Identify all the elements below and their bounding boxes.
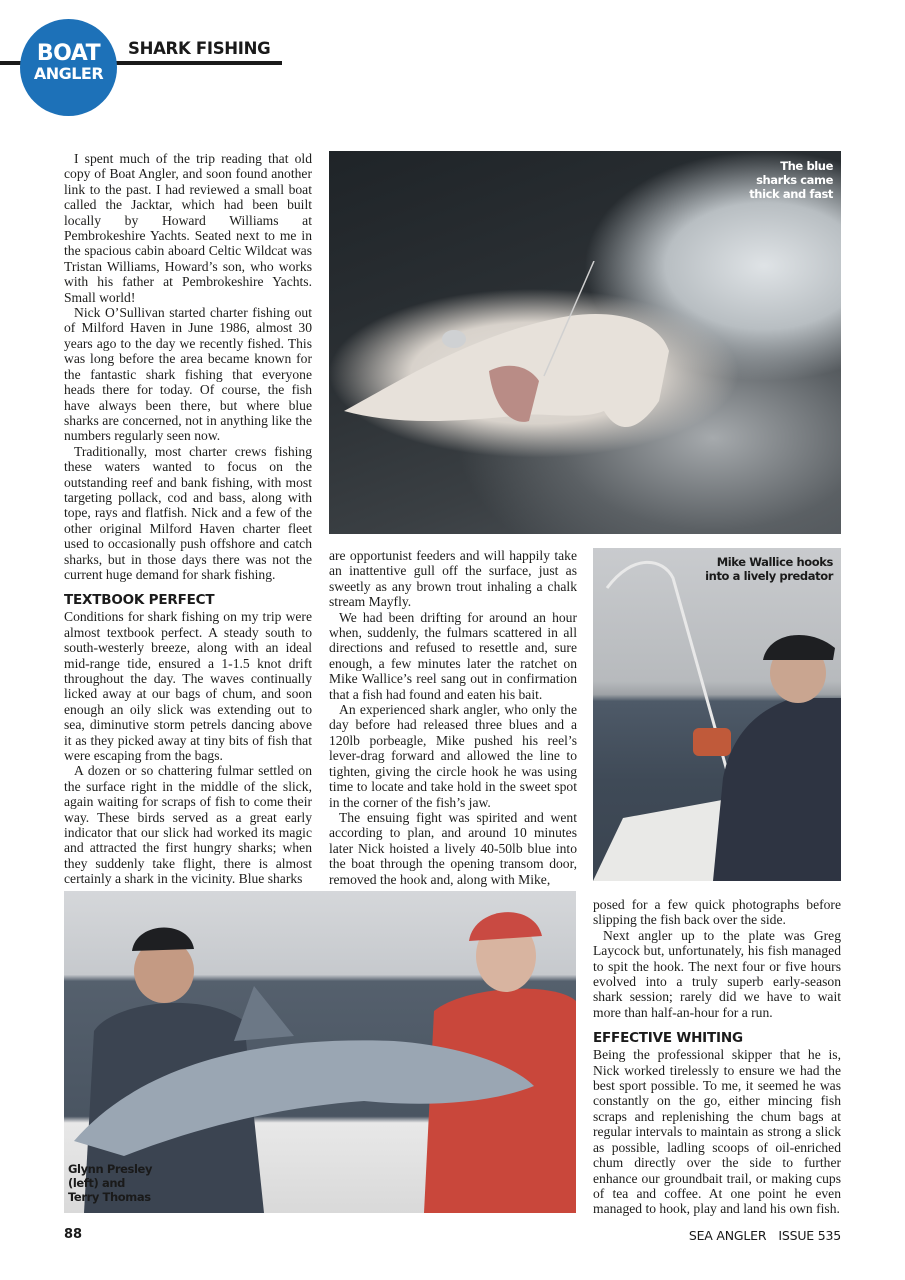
logo-line1: BOAT — [36, 41, 101, 66]
paragraph: We had been drifting for around an hour when, suddenly, the fulmars scattered in all directions and refused to resettle and, sure enough, a few minutes later the ratchet on Mike Wallice’s reel sang out in confirmation that a fish had found and eaten his bait. — [329, 609, 577, 702]
subheading-effective-whiting: EFFECTIVE WHITING — [593, 1030, 743, 1047]
paragraph: Nick O’Sullivan started charter fishing out of Milford Haven in June 1986, almost 30 years ago to the day we recently fished. This was long before the area became known for the fantastic shark fishing that everyone heads there for today. Of course, the fish have always been there, but where blue sharks are concerned, not in anything like the numbers regularly seen now. — [64, 305, 312, 444]
article-column-2 — [329, 548, 577, 887]
angler-illustration — [593, 548, 841, 881]
section-title: SHARK FISHING — [128, 39, 271, 58]
paragraph: are opportunist feeders and will happily take an inattentive gull off the surface, just as sweetly as any brown trout inhaling a chalk stream Mayfly. — [329, 548, 577, 610]
paragraph: A dozen or so chattering fulmar settled on the surface right in the middle of the slick, again waiting for scraps of fish to come their way. These birds served as a great early indicator that our slick had worked its magic and attracted the first hungry sharks; when they suddenly take flight, there is almost certainly a shark in the vicinity. Blue sharks — [64, 763, 312, 887]
paragraph: Next angler up to the plate was Greg Laycock but, unfortunately, his fish managed to spit the hook. The next four or five hours evolved into a truly superb early-season shark session; rarely did we have to wait more than half-an-hour for a run. — [593, 927, 841, 1020]
photo-caption: The blue sharks came thick and fast — [749, 159, 833, 201]
photo-caption: Glynn Presley (left) and Terry Thomas — [68, 1162, 153, 1204]
article-column-1 — [64, 151, 312, 887]
subheading-textbook-perfect: TEXTBOOK PERFECT — [64, 592, 215, 609]
logo-line2: ANGLER — [33, 64, 104, 83]
article-column-3 — [593, 897, 841, 1217]
paragraph: Being the professional skipper that he is, Nick worked tirelessly to ensure we had the best sport possible. To me, it seemed he was constantly on the go, either mincing fish scraps and replenishing the chum bags at regular intervals to maintain as strong a slick as possible, ladling scoops of oil-enriched chum directly over the side to further enhance our groundbait trail, or making cups of tea and coffee. At one point he even managed to hook, play and land his own fish. — [593, 1047, 841, 1217]
photo-caption: Mike Wallice hooks into a lively predator — [705, 555, 833, 583]
paragraph: I spent much of the trip reading that old copy of Boat Angler, and soon found another link to the past. I had reviewed a small boat called the Jacktar, which had been built locally by Howard Williams at Pembrokeshire Yachts. Seated next to me in the spacious cabin aboard Celtic Wildcat was Tristan Williams, Howard’s son, who works with his father at Pembrokeshire Yachts. Small world! — [64, 151, 312, 305]
boat-angler-logo — [20, 19, 117, 116]
issue-number: ISSUE 535 — [778, 1228, 841, 1243]
paragraph: An experienced shark angler, who only the day before had released three blues and a 120lb porbeagle, Mike pushed his reel’s lever-drag forward and allowed the line to tighten, giving the circle hook he was using time to locate and take hold in the sweet spot in the corner of the fish’s jaw. — [329, 702, 577, 810]
paragraph: The ensuing fight was spirited and went according to plan, and around 10 minutes later Nick hoisted a lively 40-50lb blue into the boat through the opening transom door, removed the hook and, along with Mike, — [329, 809, 577, 887]
photo-angler-hooking — [593, 548, 841, 881]
paragraph: Traditionally, most charter crews fishing these waters wanted to focus on the outstanding reef and bank fishing, with most targeting pollack, cod and bass, along with tope, rays and flatfish. Nick and a few of the other original Milford Haven charter fleet used to occasionally push offshore and catch sharks, but in those days there was not the current huge demand for shark fishing. — [64, 443, 312, 582]
photo-shark-in-water — [329, 151, 841, 534]
issue-label — [689, 1228, 841, 1243]
shark-head-illustration — [339, 261, 669, 436]
paragraph: posed for a few quick photographs before slipping the fish back over the side. — [593, 897, 841, 928]
photo-two-men-with-shark — [64, 891, 576, 1213]
magazine-name: SEA ANGLER — [688, 1228, 767, 1243]
paragraph: Conditions for shark fishing on my trip were almost textbook perfect. A steady south to south-westerly breeze, along with an ideal mid-range tide, ensured a 1-1.5 knot drift throughout the day. The waves continually licked away at our bags of chum, and soon enough an oily slick was extending out to sea, diminutive storm petrels dancing above it as they picked away at tiny bits of fish that were escaping from the bags. — [64, 609, 312, 764]
page-number: 88 — [64, 1227, 83, 1242]
